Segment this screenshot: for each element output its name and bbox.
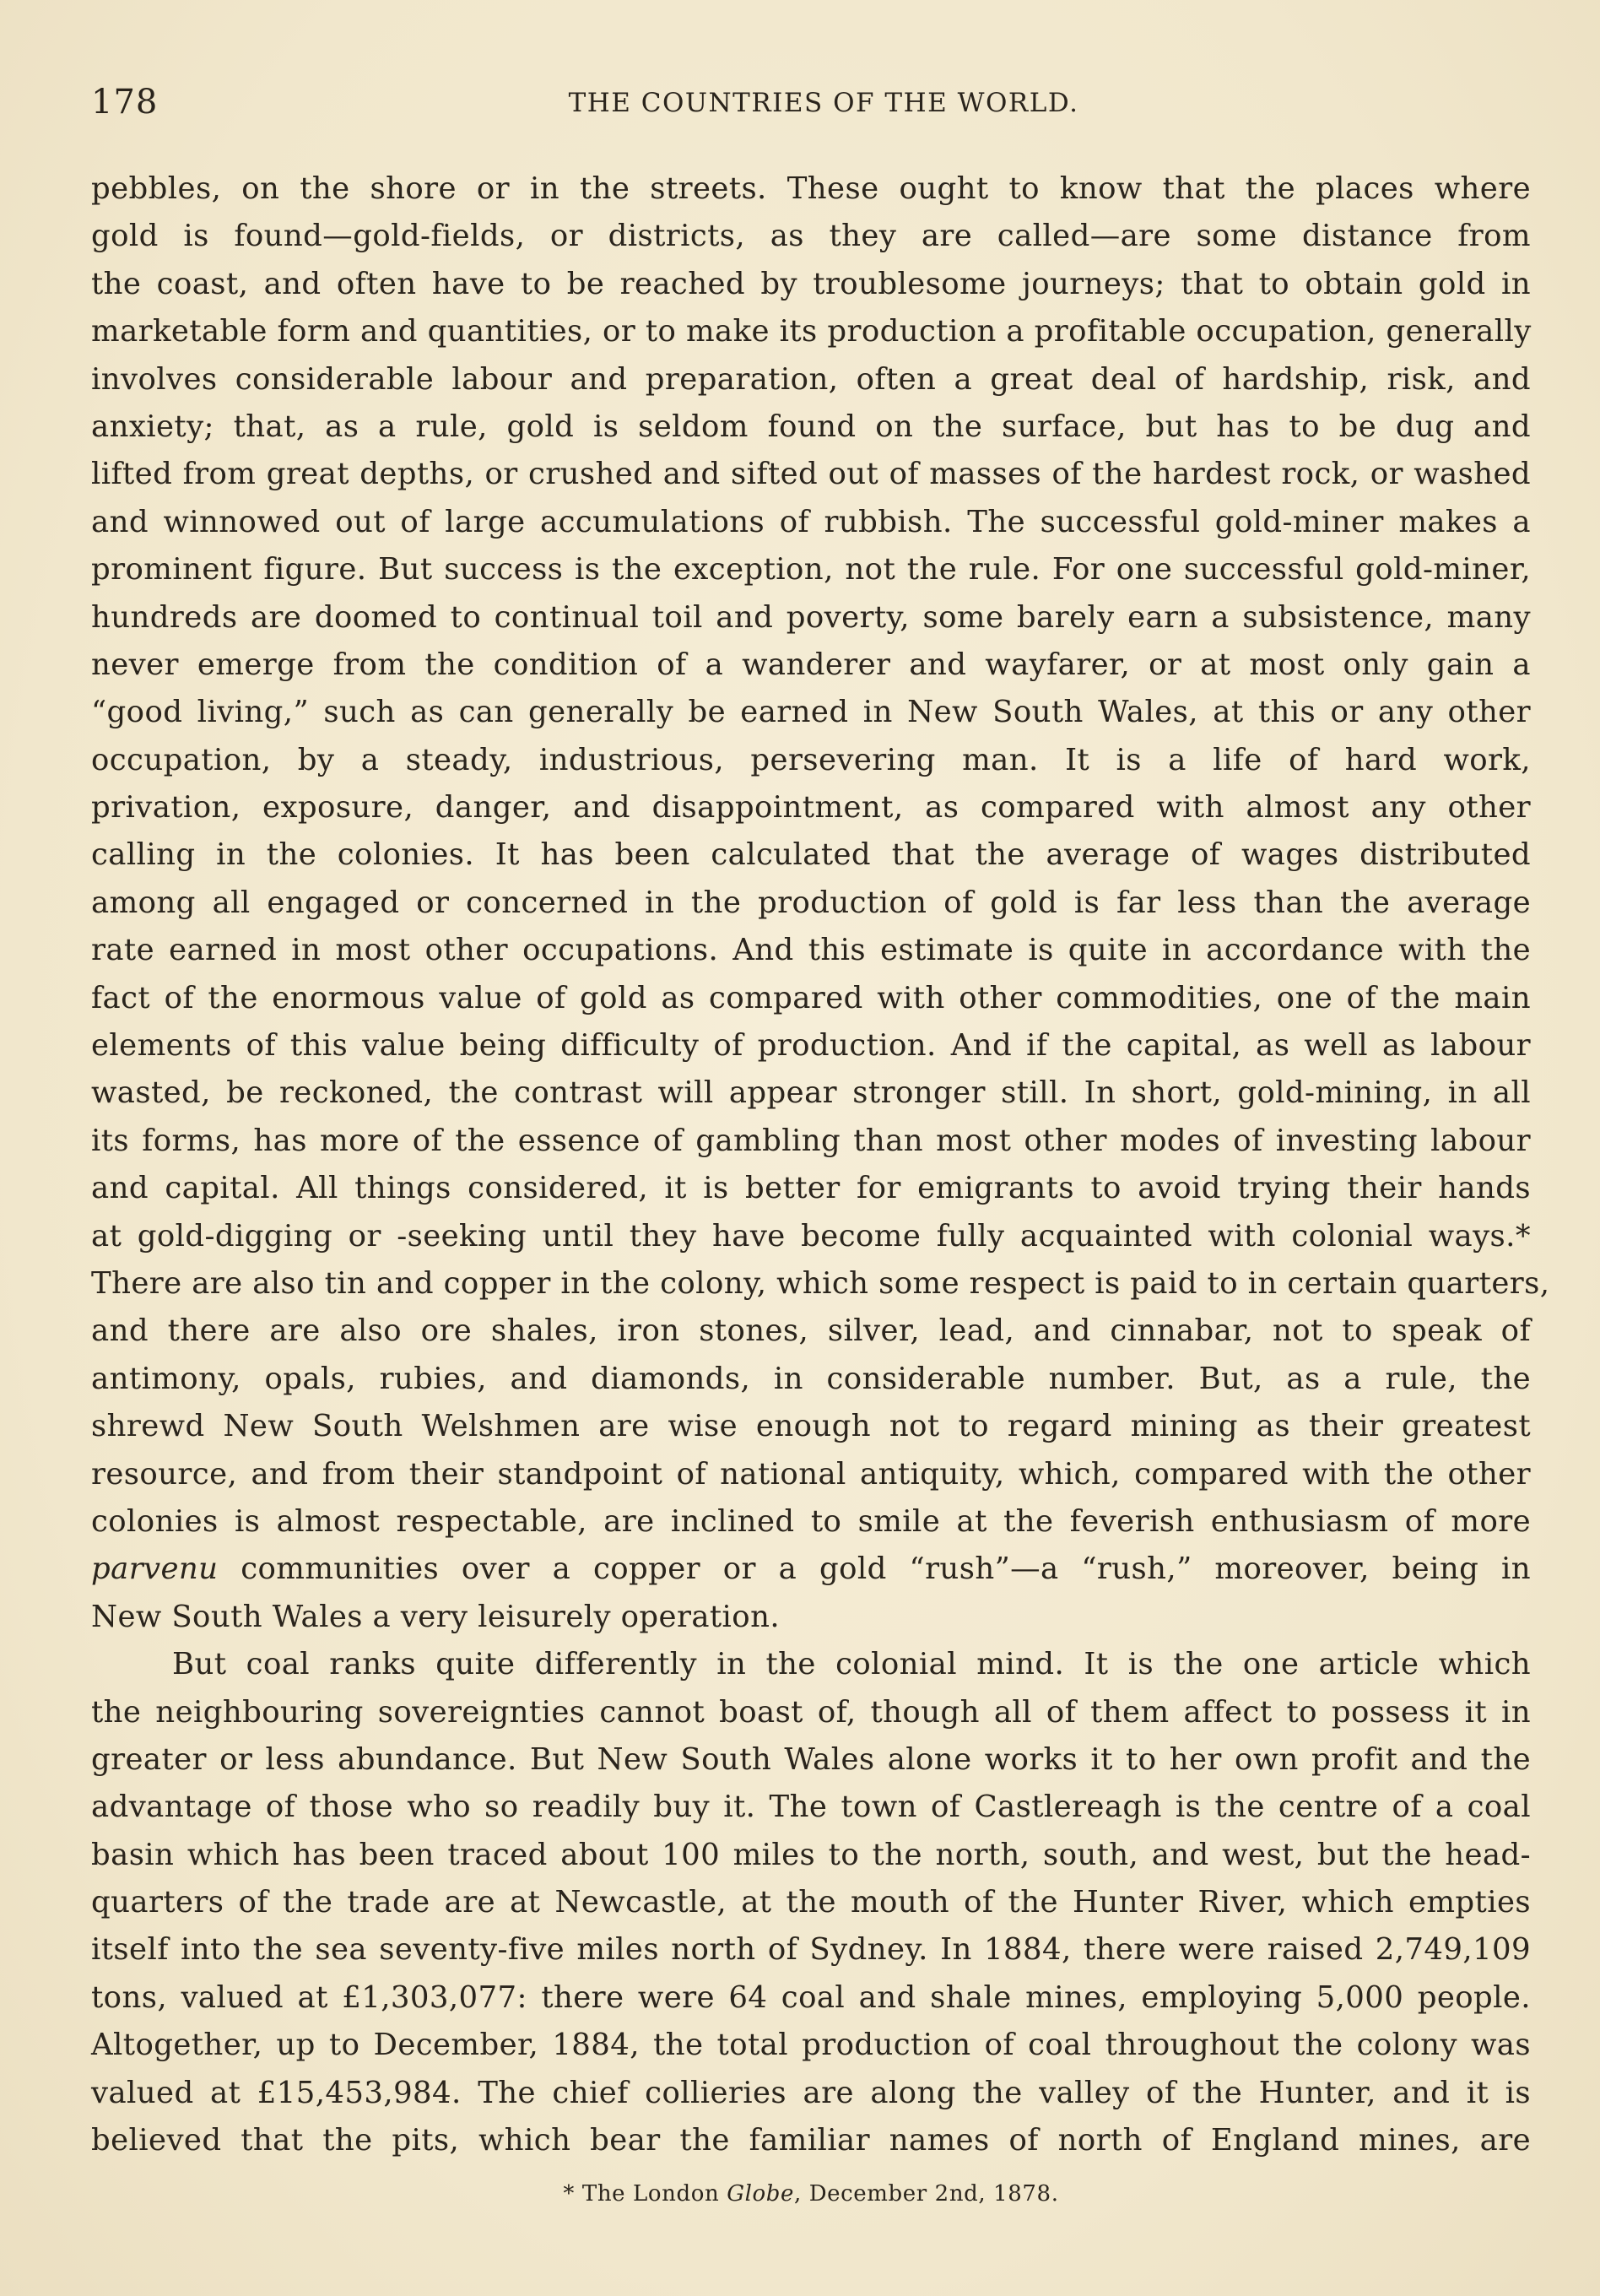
text-line: lifted from great depths, or crushed and sifted out of masses of the hardest rock, or washed bbox=[91, 457, 1531, 492]
text-line: anxiety; that, as a rule, gold is seldom found on the surface, but has to be dug and bbox=[91, 409, 1531, 444]
text-line: elements of this value being difficulty of production. And if the capital, as well as labour bbox=[91, 1028, 1531, 1064]
text-line: occupation, by a steady, industrious, persevering man. It is a life of hard work, bbox=[91, 742, 1531, 777]
text-line: New South Wales a very leisurely operation. bbox=[91, 1599, 781, 1634]
running-title: THE COUNTRIES OF THE WORLD. bbox=[568, 88, 1079, 118]
text-line: and capital. All things considered, it is better for emigrants to avoid trying their hands bbox=[91, 1171, 1531, 1206]
footnote bbox=[91, 2181, 1531, 2207]
running-head bbox=[91, 83, 1531, 130]
body-text bbox=[91, 165, 1550, 2164]
text-line: and winnowed out of large accumulations of rubbish. The successful gold-miner makes a bbox=[91, 504, 1531, 539]
text-line: quarters of the trade are at Newcastle, at the mouth of the Hunter River, which empties bbox=[91, 1885, 1531, 1920]
text-line: pebbles, on the shore or in the streets. These ought to know that the places where bbox=[91, 171, 1531, 206]
italic-parvenu: parvenu bbox=[91, 1551, 219, 1587]
footnote-suffix: , December 2nd, 1878. bbox=[793, 2181, 1059, 2207]
text-line: “good living,” such as can generally be earned in New South Wales, at this or any other bbox=[91, 695, 1531, 730]
text-line: antimony, opals, rubies, and diamonds, in considerable number. But, as a rule, the bbox=[91, 1361, 1531, 1396]
text-line: marketable form and quantities, or to make its production a profitable occupation, generally bbox=[91, 314, 1532, 349]
text-line: fact of the enormous value of gold as compared with other commodities, one of the main bbox=[91, 980, 1531, 1015]
text-line: shrewd New South Welshmen are wise enough not to regard mining as their greatest bbox=[91, 1409, 1531, 1444]
text-line: prominent figure. But success is the exception, not the rule. For one successful gold-miner, bbox=[91, 552, 1531, 588]
text-line: never emerge from the condition of a wanderer and wayfarer, or at most only gain a bbox=[91, 647, 1531, 682]
text-line: and there are also ore shales, iron stones, silver, lead, and cinnabar, not to speak of bbox=[91, 1313, 1531, 1349]
footnote-italic: Globe bbox=[727, 2181, 794, 2207]
text-line: tons, valued at £1,303,077: there were 64 coal and shale mines, employing 5,000 people. bbox=[91, 1979, 1531, 2015]
text-line: among all engaged or concerned in the production of gold is far less than the average bbox=[91, 885, 1531, 920]
text-line: resource, and from their standpoint of national antiquity, which, compared with the other bbox=[91, 1456, 1531, 1492]
text-line: valued at £15,453,984. The chief collieries are along the valley of the Hunter, and it is bbox=[91, 2075, 1531, 2110]
text-line: itself into the sea seventy-five miles north of Sydney. In 1884, there were raised 2,749,109 bbox=[91, 1932, 1531, 1968]
text-line: advantage of those who so readily buy it. The town of Castlereagh is the centre of a coal bbox=[91, 1790, 1531, 1825]
text-line: But coal ranks quite differently in the colonial mind. It is the one article which bbox=[172, 1647, 1531, 1682]
text-line: privation, exposure, danger, and disappointment, as compared with almost any other bbox=[91, 790, 1531, 826]
text-line: basin which has been traced about 100 miles to the north, south, and west, but the head- bbox=[91, 1837, 1531, 1872]
footnote-prefix: * The London bbox=[563, 2181, 727, 2207]
text-line: calling in the colonies. It has been calculated that the average of wages distributed bbox=[91, 837, 1531, 873]
text-line: involves considerable labour and preparation, often a great deal of hardship, risk, and bbox=[91, 361, 1531, 397]
text-line: Altogether, up to December, 1884, the total production of coal throughout the colony was bbox=[91, 2028, 1531, 2063]
text-line: greater or less abundance. But New South Wales alone works it to her own profit and the bbox=[91, 1741, 1531, 1777]
page-number: 178 bbox=[91, 83, 159, 122]
text-line: wasted, be reckoned, the contrast will appear stronger still. In short, gold-mining, in all bbox=[91, 1075, 1531, 1111]
text-line-parvenu bbox=[91, 1546, 1531, 1593]
text-line: the neighbouring sovereignties cannot boast of, though all of them affect to possess it in bbox=[91, 1694, 1531, 1730]
text-line: rate earned in most other occupations. And this estimate is quite in accordance with the bbox=[91, 933, 1531, 968]
text-line: believed that the pits, which bear the familiar names of north of England mines, are bbox=[91, 2123, 1531, 2158]
paragraph-1 bbox=[91, 165, 1550, 1641]
text-line: its forms, has more of the essence of gambling than most other modes of investing labour bbox=[91, 1123, 1531, 1158]
text-line: colonies is almost respectable, are inclined to smile at the feverish enthusiasm of more bbox=[91, 1503, 1531, 1539]
text-line: hundreds are doomed to continual toil and poverty, some barely earn a subsistence, many bbox=[91, 599, 1531, 635]
paragraph-2 bbox=[91, 1641, 1531, 2164]
line-30-rest: communities over a copper or a gold “rush”—a “rush,” moreover, being in bbox=[218, 1551, 1531, 1587]
text-line: gold is found—gold-fields, or districts, as they are called—are some distance from bbox=[91, 219, 1531, 254]
text-line: the coast, and often have to be reached by troublesome journeys; that to obtain gold in bbox=[91, 266, 1531, 301]
text-line: at gold-digging or -seeking until they have become fully acquainted with colonial ways.* bbox=[91, 1218, 1531, 1254]
text-line: There are also tin and copper in the colony, which some respect is paid to in certain quarters, bbox=[91, 1265, 1550, 1301]
